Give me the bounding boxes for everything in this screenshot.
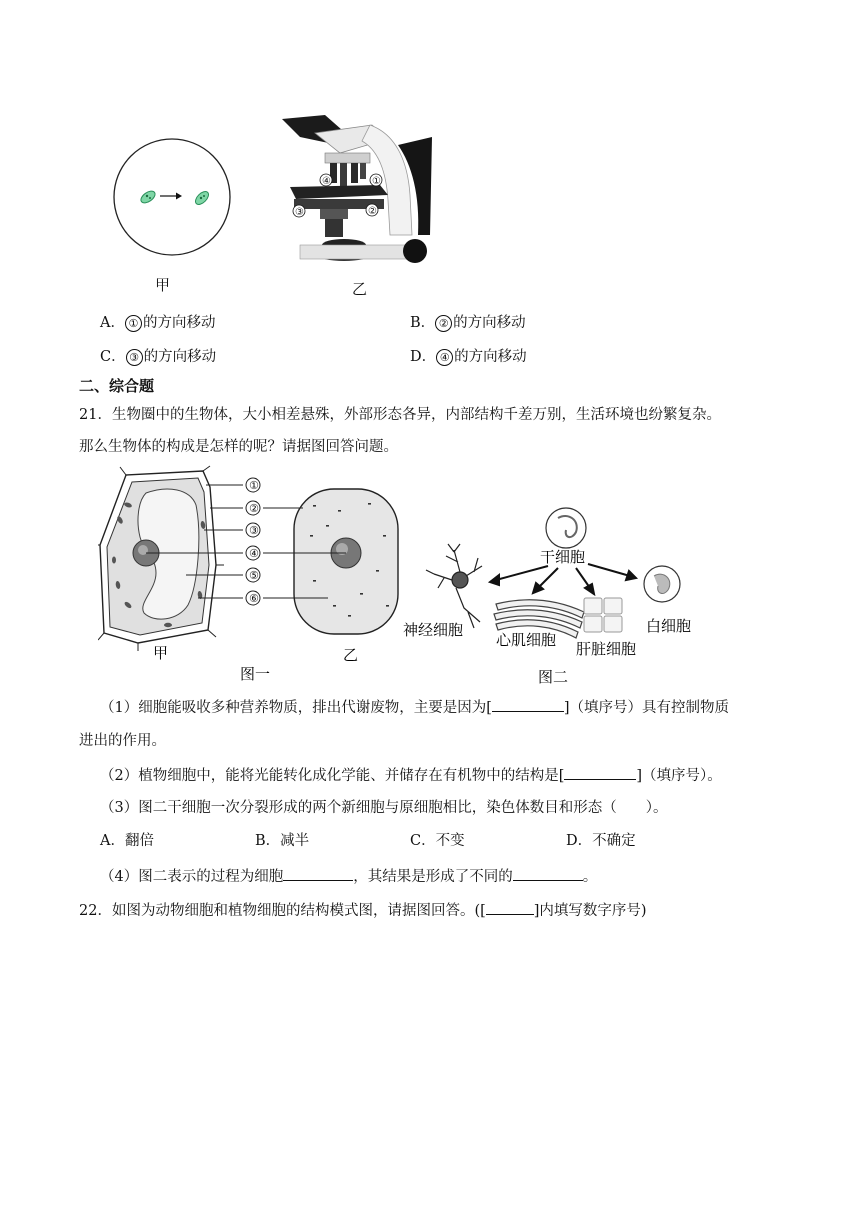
figure-1-cells (98, 465, 428, 685)
mark-2: ② (368, 206, 377, 217)
q21-sub1-line1: （1）细胞能吸收多种营养物质，排出代谢废物，主要是因为[ ]（填序号）具有控制物质 (100, 697, 729, 718)
label-1: ① (249, 479, 259, 492)
answer-blank-2[interactable] (564, 765, 636, 780)
heart-muscle-label: 心肌细胞 (496, 631, 557, 649)
nerve-cell (426, 544, 482, 628)
q21-sub3-option-d[interactable]: D．不确定 (566, 833, 636, 849)
label-2: ② (249, 502, 259, 515)
option-c[interactable]: C． ③ 的方向移动 (100, 349, 217, 365)
circled-number: ③ (126, 349, 143, 366)
stem-cell (546, 508, 586, 548)
circled-number: ② (435, 315, 452, 332)
circled-number: ① (125, 315, 142, 332)
q21-stem-line1: 21．生物圈中的生物体，大小相差悬殊，外部形态各异，内部结构千差万别，生活环境也纷繁复杂。 (79, 407, 721, 423)
q21-sub1-line2: 进出的作用。 (79, 733, 166, 749)
mark-3: ③ (295, 207, 304, 218)
q21-sub3: （3）图二干细胞一次分裂形成的两个新细胞与原细胞相比，染色体数目和形态（ ）。 (100, 800, 668, 816)
answer-blank-4[interactable] (513, 866, 583, 881)
circled-number: ④ (436, 349, 453, 366)
mark-1: ① (372, 176, 381, 187)
label-jia-top: 甲 (155, 276, 171, 294)
q21-sub4: （4）图二表示的过程为细胞 ，其结果是形成了不同的 。 (100, 866, 597, 887)
q21-stem-line2: 那么生物体的构成是怎样的呢？请据图回答问题。 (79, 439, 398, 455)
option-a[interactable]: A． ① 的方向移动 (100, 315, 216, 331)
label-3: ③ (249, 524, 259, 537)
liver-cell-label: 肝脏细胞 (576, 640, 637, 658)
fig1-label-jia: 甲 (153, 644, 169, 662)
q21-sub3-option-a[interactable]: A．翻倍 (100, 833, 154, 849)
q21-sub3-option-b[interactable]: B．减半 (255, 833, 310, 849)
fig2-caption: 图二 (538, 668, 569, 686)
white-blood-cell-label: 白细胞 (646, 617, 692, 635)
view-field-figure (110, 135, 235, 260)
label-yi-top: 乙 (352, 280, 368, 298)
liver-cells (584, 598, 622, 632)
label-5: ⑤ (249, 569, 259, 582)
answer-blank-3[interactable] (283, 866, 353, 881)
section-title: 二、综合题 (79, 377, 155, 395)
answer-blank-1[interactable] (492, 697, 564, 712)
label-6: ⑥ (249, 592, 259, 605)
option-d[interactable]: D． ④ 的方向移动 (410, 349, 527, 365)
mark-4: ④ (322, 176, 331, 187)
nerve-cell-label: 神经细胞 (403, 621, 464, 639)
q22-stem: 22．如图为动物细胞和植物细胞的结构模式图，请据图回答。([ ]内填写数字序号) (79, 900, 647, 921)
figure-2-differentiation (398, 500, 708, 690)
q21-sub2: （2）植物细胞中，能将光能转化成化学能、并储存在有机物中的结构是[ ]（填序号）。 (100, 765, 722, 786)
fig1-caption: 图一 (240, 665, 271, 683)
microscope-figure (280, 115, 435, 265)
label-4: ④ (249, 547, 259, 560)
option-b[interactable]: B． ② 的方向移动 (410, 315, 526, 331)
answer-blank-5[interactable] (486, 900, 534, 915)
q21-sub3-option-c[interactable]: C．不变 (410, 833, 465, 849)
fig1-label-yi: 乙 (343, 646, 359, 664)
stem-cell-label: 干细胞 (540, 548, 586, 566)
